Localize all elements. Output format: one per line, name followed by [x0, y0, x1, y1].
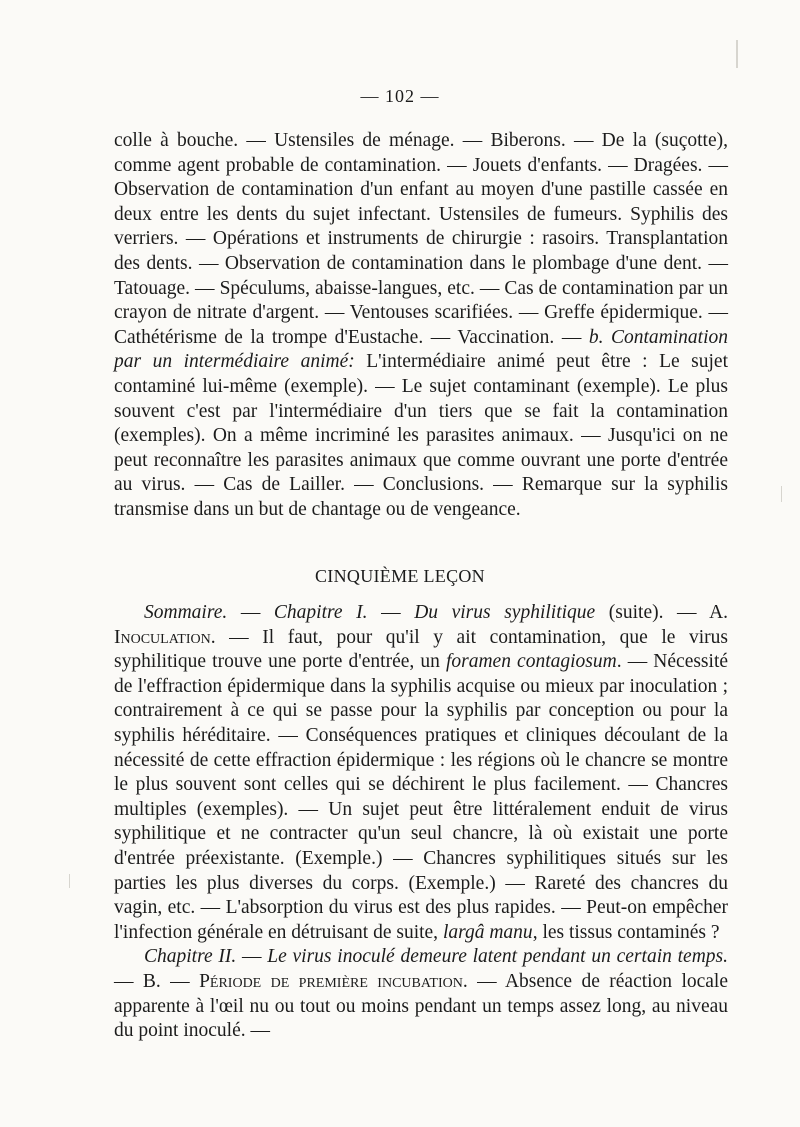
- chapter-1-text: . — Nécessité de l'effraction épidermique dans la syphilis acquise ou mieux par inoculation ; contrairement à ce qui se passe pour la syphilis par conception ou pour la syphilis héréditaire. — Conséquences pratiques et cliniques découlant de la nécessité de cette effraction épidermique : les régions où le chancre se montre le plus souvent sont celles qui se déchirent le plus facilement. — Chancres multiples (exemples). — Un sujet peut être littéralement enduit de virus syphilitique et ne contracter qu'un seul chancre, là où existait une porte d'entrée préexistante. (Exemple.) — Chancres syphilitiques situés sur les parties les plus diverses du corps. (Exemple.) — Rareté des chancres du vagin, etc. — L'absorption du virus est des plus rapides. — Peut-on empêcher l'infection générale en détruisant de suite,: [114, 651, 729, 943]
- scan-speck: [781, 486, 782, 502]
- chapter-2-text: . — Absence de réaction locale apparente à l'œil nu ou tout ou moins pendant un temps assez long, au niveau du point inoculé. —: [114, 970, 728, 1042]
- chapter-2-paragraph: [114, 945, 728, 1043]
- separator: —: [367, 602, 415, 623]
- periode-heading: Période de première incubation: [199, 970, 463, 992]
- chapter-1-label: Chapitre I.: [273, 602, 368, 623]
- larga-manu-term: largâ manu: [442, 921, 533, 943]
- summary-text: colle à bouche. — Ustensiles de ménage. — Biberons. — De la (suçotte), comme agent probable de contamination. — Jouets d'enfants. — Dragées. — Observation de contamination d'un enfant au moyen d'une pastille cassée en deux entre les dents du sujet infectant. Ustensiles de fumeurs. Syphilis des verriers. — Opérations et instruments de chirurgie : rasoirs. Transplantation des dents. — Observation de contamination dans le plombage d'une dent. — Tatouage. — Spéculums, abaisse-langues, etc. — Cas de contamination par un crayon de nitrate d'argent. — Ventouses scarifiées. — Greffe épidermique. — Cathétérisme de la trompe d'Eustache. — Vaccination. —: [114, 130, 728, 348]
- summary-paragraph: [114, 129, 728, 523]
- foramen-term: foramen contagiosum: [445, 651, 617, 673]
- summary-text-after: L'intermédiaire animé peut être : Le sujet contaminé lui-même (exemple). — Le sujet contaminant (exemple). Le plus souvent c'est par l'intermédiaire d'un tiers que se fait la contamination (exemples). On a même incriminé les parasites animaux. — Jusqu'ici on ne peut reconnaître les parasites animaux que comme ouvrant une porte d'entrée au virus. — Cas de Lailler. — Conclusions. — Remarque sur la syphilis transmise dans un but de chantage ou de vengeance.: [114, 351, 729, 520]
- chapter-1-text: . — Il faut, pour qu'il y ait contamination, que le virus syphilitique trouve une porte d'entrée, un: [114, 626, 728, 673]
- chapter-2-separator: — B. —: [114, 970, 200, 992]
- sommaire-label: Sommaire.: [144, 602, 228, 623]
- separator: —: [236, 946, 268, 968]
- section-title: CINQUIÈME LEÇON: [315, 566, 485, 586]
- chapter-1-suite: (suite). — A.: [595, 602, 729, 623]
- summary-italic-heading: b. Contamination par un intermédiaire animé:: [114, 326, 728, 373]
- page-number: — 102 —: [360, 86, 440, 106]
- chapter-2-title: Le virus inoculé demeure latent pendant un certain temps.: [267, 946, 728, 968]
- summary-continuation: [114, 129, 728, 523]
- chapter-1-paragraph: [114, 601, 728, 945]
- inoculation-heading: Inoculation: [114, 626, 211, 648]
- chapter-1-text: , les tissus contaminés ?: [532, 921, 720, 943]
- chapter-1-title: Du virus syphilitique: [414, 602, 596, 623]
- scan-speck: [69, 874, 70, 888]
- separator: —: [227, 602, 274, 623]
- lesson-summary: [114, 601, 728, 1044]
- chapter-2-label: Chapitre II.: [144, 946, 237, 968]
- scan-speck: [736, 40, 738, 68]
